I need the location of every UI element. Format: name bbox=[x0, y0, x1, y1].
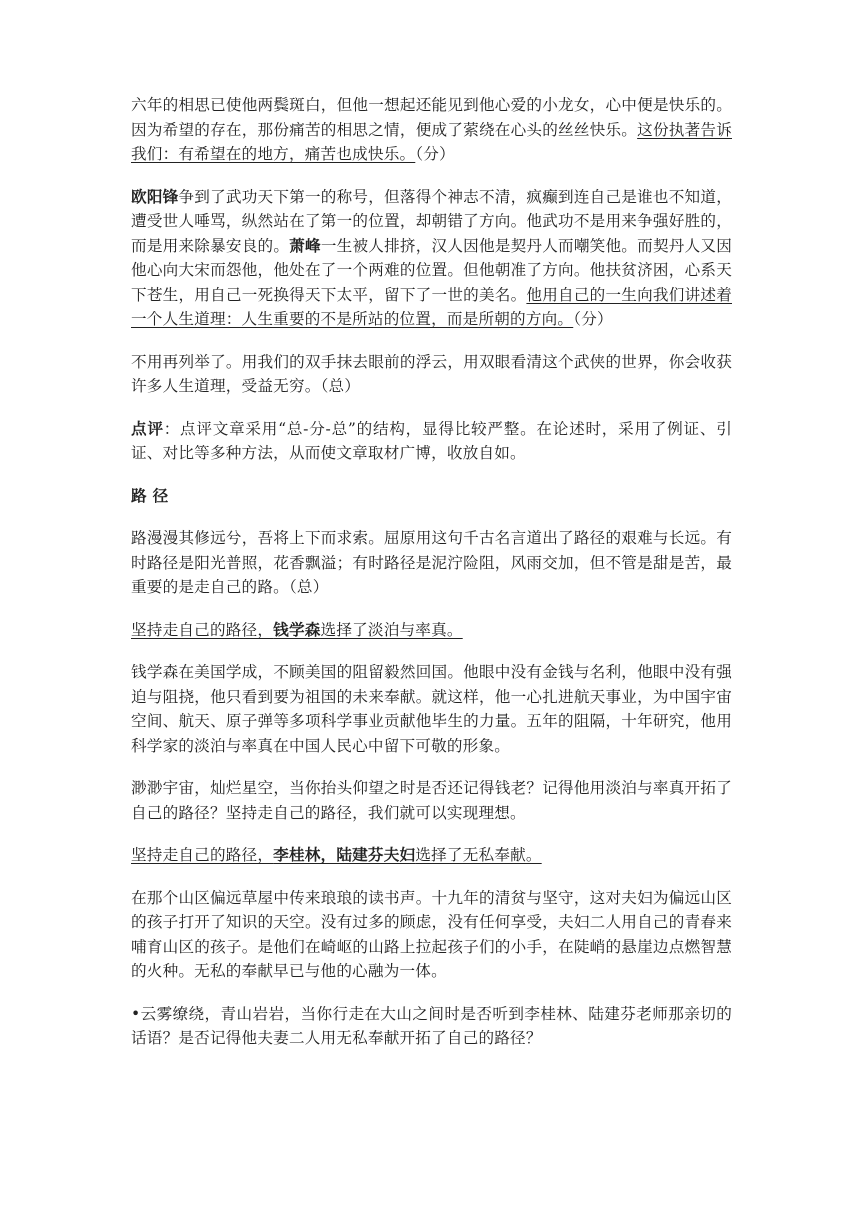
bold-name-xiaofeng: 萧峰 bbox=[289, 236, 321, 255]
subheading-liguilin bbox=[131, 843, 732, 868]
paragraph-text: •云雾缭绕，青山岩岩，当你行走在大山之间时是否听到李桂林、陆建芬老师那亲切的话语？是否记得他夫妻二人用无私奉献开拓了自己的路径？ bbox=[131, 1004, 732, 1047]
bold-name-qianxuesen: 钱学森 bbox=[273, 620, 321, 639]
underlined-subheading bbox=[131, 846, 542, 864]
paragraph-text: 渺渺宇宙，灿烂星空，当你抬头仰望之时是否还记得钱老？记得他用淡泊与率真开拓了自己的路径？坚持走自己的路径，我们就可以实现理想。 bbox=[131, 779, 732, 822]
section-tag: （分） bbox=[573, 310, 613, 328]
paragraph-text: 争到了武功天下第一的称号，但落得个神志不清，疯癫到连自己是谁也不知道，遭受世人唾骂，纵然站在了第一的位置，却朝错了方向。他武功不是用来争强好胜的，而是用来除暴安良的。 bbox=[131, 187, 732, 255]
bold-name-liguilin-lujianfen: 李桂林，陆建芬夫妇 bbox=[273, 846, 416, 864]
comment-label: 点评 bbox=[131, 419, 164, 438]
essay-title: 路径 bbox=[131, 486, 175, 505]
paragraph-intro bbox=[131, 526, 732, 600]
paragraph-ouyangfeng-xiaofeng bbox=[131, 185, 732, 332]
bold-name-ouyangfeng: 欧阳锋 bbox=[131, 187, 179, 206]
underlined-thesis: 这份执著告诉我们：有希望在的地方，痛苦也成快乐。 bbox=[131, 120, 732, 163]
paragraph-liguilin-reflection bbox=[131, 1002, 732, 1051]
paragraph-text: 六年的相思已使他两鬓斑白，但他一想起还能见到他心爱的小龙女，心中便是快乐的。因为希望的存在，那份痛苦的相思之情，便成了萦绕在心头的丝丝快乐。 bbox=[131, 96, 732, 139]
subheading-qianxuesen bbox=[131, 618, 732, 643]
paragraph-text: 在那个山区偏远草屋中传来琅琅的读书声。十九年的清贫与坚守，这对夫妇为偏远山区的孩子打开了知识的天空。没有过多的顾虑，没有任何享受，夫妇二人用自己的青春来哺育山区的孩子。是他们在崎岖的山路上拉起孩子们的小手，在陡峭的悬崖边点燃智慧的火种。无私的奉献早已与他的心融为一体。 bbox=[131, 888, 732, 980]
paragraph-comment bbox=[131, 417, 732, 466]
subheading-post: 选择了淡泊与率真。 bbox=[320, 620, 463, 639]
paragraph-text: 路漫漫其修远兮，吾将上下而求索。屈原用这句千古名言道出了路径的艰难与长远。有时路径是阳光普照，花香飘溢；有时路径是泥泞险阻，风雨交加，但不管是甜是苦，最重要的是走自己的路。（总） bbox=[131, 529, 732, 596]
paragraph-text: 钱学森在美国学成，不顾美国的阻留毅然回国。他眼中没有金钱与名利，他眼中没有强迫与阻挠，他只看到要为祖国的未来奉献。就这样，他一心扎进航天事业，为中国宇宙空间、航天、原子弹等多项科学事业贡献他毕生的力量。五年的阻隔，十年研究，他用科学家的淡泊与率真在中国人民心中留下可敬的形象。 bbox=[131, 663, 732, 755]
subheading-post: 选择了无私奉献。 bbox=[415, 846, 542, 864]
subheading-pre: 坚持走自己的路径， bbox=[131, 846, 274, 864]
subheading-pre: 坚持走自己的路径， bbox=[131, 620, 274, 639]
underlined-thesis: 他用自己的一生向我们讲述着一个人生道理：人生重要的不是所站的位置，而是所朝的方向。 bbox=[131, 285, 732, 328]
paragraph-liguilin bbox=[131, 886, 732, 984]
paragraph-text: 不用再列举了。用我们的双手抹去眼前的浮云，用双眼看清这个武侠的世界，你会收获许多人生道理，受益无穷。（总） bbox=[131, 352, 732, 395]
paragraph-conclusion bbox=[131, 350, 732, 399]
paragraph-qianxuesen bbox=[131, 660, 732, 758]
paragraph-text: ：点评文章采用“总-分-总”的结构，显得比较严整。在论述时，采用了例证、引证、对比等多种方法，从而使文章取材广博，收放自如。 bbox=[131, 419, 732, 462]
section-tag: （分） bbox=[415, 145, 455, 163]
underlined-subheading bbox=[131, 621, 463, 639]
paragraph-xiaolongnv bbox=[131, 93, 732, 167]
paragraph-text: 一生被人排挤，汉人因他是契丹人而嘲笑他。而契丹人又因他心向大宋而怨他，他处在了一个两难的位置。但他朝准了方向。他扶贫济困，心系天下苍生，用自己一死换得天下太平，留下了一世的美名。 bbox=[131, 236, 732, 304]
paragraph-qianxuesen-reflection bbox=[131, 776, 732, 825]
